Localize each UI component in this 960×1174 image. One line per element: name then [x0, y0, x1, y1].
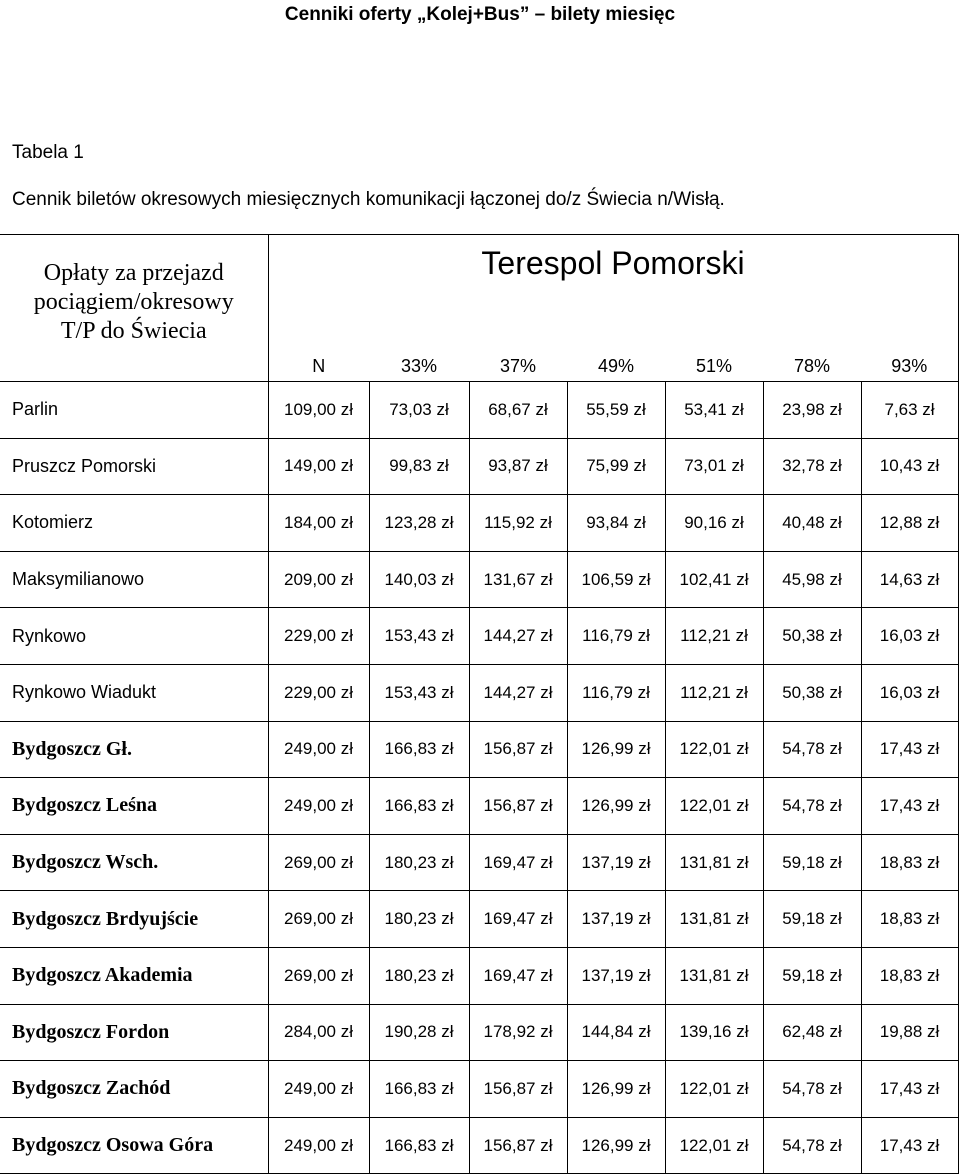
- station-name: Rynkowo: [0, 608, 268, 665]
- price-cell: 122,01 zł: [665, 1061, 763, 1118]
- table-row: [0, 947, 958, 1004]
- table-row: [0, 1061, 958, 1118]
- station-name: Bydgoszcz Zachód: [0, 1061, 268, 1118]
- price-cell: 32,78 zł: [763, 438, 861, 495]
- price-cell: 166,83 zł: [369, 778, 469, 835]
- table-row: [0, 664, 958, 721]
- station-name: Bydgoszcz Akademia: [0, 947, 268, 1004]
- table-row: [0, 1117, 958, 1174]
- price-cell: 116,79 zł: [567, 664, 665, 721]
- price-cell: 169,47 zł: [469, 891, 567, 948]
- price-cell: 54,78 zł: [763, 778, 861, 835]
- price-cell: 122,01 zł: [665, 1117, 763, 1174]
- price-cell: 109,00 zł: [268, 382, 369, 439]
- price-cell: 166,83 zł: [369, 1061, 469, 1118]
- price-cell: 126,99 zł: [567, 721, 665, 778]
- price-cell: 106,59 zł: [567, 551, 665, 608]
- price-cell: 169,47 zł: [469, 834, 567, 891]
- table-label: Tabela 1: [12, 142, 84, 163]
- table-body: [0, 382, 958, 1174]
- station-name: Pruszcz Pomorski: [0, 438, 268, 495]
- price-cell: 112,21 zł: [665, 608, 763, 665]
- price-cell: 50,38 zł: [763, 664, 861, 721]
- price-cell: 137,19 zł: [567, 947, 665, 1004]
- table-row: [0, 721, 958, 778]
- price-cell: 53,41 zł: [665, 382, 763, 439]
- price-cell: 123,28 zł: [369, 495, 469, 552]
- price-cell: 122,01 zł: [665, 778, 763, 835]
- price-cell: 178,92 zł: [469, 1004, 567, 1061]
- price-cell: 229,00 zł: [268, 664, 369, 721]
- price-cell: 144,84 zł: [567, 1004, 665, 1061]
- price-cell: 40,48 zł: [763, 495, 861, 552]
- price-cell: 144,27 zł: [469, 608, 567, 665]
- price-cell: 156,87 zł: [469, 1061, 567, 1118]
- price-cell: 99,83 zł: [369, 438, 469, 495]
- price-cell: 269,00 zł: [268, 834, 369, 891]
- price-cell: 75,99 zł: [567, 438, 665, 495]
- table-row: [0, 1004, 958, 1061]
- price-cell: 93,84 zł: [567, 495, 665, 552]
- table-row: [0, 834, 958, 891]
- table-row: [0, 551, 958, 608]
- price-cell: 126,99 zł: [567, 1117, 665, 1174]
- price-cell: 140,03 zł: [369, 551, 469, 608]
- price-cell: 16,03 zł: [861, 664, 958, 721]
- price-cell: 54,78 zł: [763, 1061, 861, 1118]
- table-caption: Cennik biletów okresowych miesięcznych komunikacji łączonej do/z Świecia n/Wisłą.: [12, 189, 725, 210]
- table-row: [0, 891, 958, 948]
- station-name: Parlin: [0, 382, 268, 439]
- price-cell: 17,43 zł: [861, 1117, 958, 1174]
- column-header: 78%: [763, 291, 861, 382]
- price-cell: 180,23 zł: [369, 834, 469, 891]
- price-cell: 59,18 zł: [763, 834, 861, 891]
- price-cell: 131,81 zł: [665, 834, 763, 891]
- price-cell: 59,18 zł: [763, 891, 861, 948]
- price-cell: 169,47 zł: [469, 947, 567, 1004]
- price-cell: 73,01 zł: [665, 438, 763, 495]
- table-corner-header: [0, 235, 268, 382]
- table-row: [0, 608, 958, 665]
- price-cell: 269,00 zł: [268, 947, 369, 1004]
- price-cell: 122,01 zł: [665, 721, 763, 778]
- price-cell: 59,18 zł: [763, 947, 861, 1004]
- price-cell: 131,81 zł: [665, 891, 763, 948]
- price-table: [0, 234, 959, 1174]
- price-cell: 284,00 zł: [268, 1004, 369, 1061]
- price-cell: 126,99 zł: [567, 778, 665, 835]
- price-cell: 116,79 zł: [567, 608, 665, 665]
- price-cell: 16,03 zł: [861, 608, 958, 665]
- column-header: N: [268, 291, 369, 382]
- column-header: 33%: [369, 291, 469, 382]
- table-row: [0, 495, 958, 552]
- price-cell: 54,78 zł: [763, 1117, 861, 1174]
- price-cell: 269,00 zł: [268, 891, 369, 948]
- document-header: Cenniki oferty „Kolej+Bus” – bilety miesięc: [284, 4, 676, 25]
- price-cell: 14,63 zł: [861, 551, 958, 608]
- price-cell: 137,19 zł: [567, 834, 665, 891]
- price-cell: 131,81 zł: [665, 947, 763, 1004]
- price-cell: 23,98 zł: [763, 382, 861, 439]
- price-cell: 115,92 zł: [469, 495, 567, 552]
- price-cell: 12,88 zł: [861, 495, 958, 552]
- station-name: Bydgoszcz Wsch.: [0, 834, 268, 891]
- price-cell: 153,43 zł: [369, 664, 469, 721]
- price-cell: 144,27 zł: [469, 664, 567, 721]
- column-header: 49%: [567, 291, 665, 382]
- station-name: Bydgoszcz Fordon: [0, 1004, 268, 1061]
- table-row: [0, 382, 958, 439]
- price-cell: 93,87 zł: [469, 438, 567, 495]
- station-header: Terespol Pomorski: [268, 235, 958, 292]
- price-cell: 45,98 zł: [763, 551, 861, 608]
- price-cell: 149,00 zł: [268, 438, 369, 495]
- price-cell: 209,00 zł: [268, 551, 369, 608]
- price-cell: 156,87 zł: [469, 1117, 567, 1174]
- column-header: 37%: [469, 291, 567, 382]
- price-cell: 102,41 zł: [665, 551, 763, 608]
- price-cell: 184,00 zł: [268, 495, 369, 552]
- price-cell: 18,83 zł: [861, 834, 958, 891]
- price-cell: 50,38 zł: [763, 608, 861, 665]
- price-cell: 10,43 zł: [861, 438, 958, 495]
- table-row: [0, 778, 958, 835]
- price-cell: 156,87 zł: [469, 778, 567, 835]
- corner-line: pociągiem/okresowy: [33, 289, 234, 315]
- price-cell: 156,87 zł: [469, 721, 567, 778]
- price-cell: 180,23 zł: [369, 891, 469, 948]
- price-cell: 153,43 zł: [369, 608, 469, 665]
- station-name: Bydgoszcz Gł.: [0, 721, 268, 778]
- price-cell: 126,99 zł: [567, 1061, 665, 1118]
- corner-line: T/P do Świecia: [60, 318, 207, 344]
- price-cell: 166,83 zł: [369, 721, 469, 778]
- price-cell: 54,78 zł: [763, 721, 861, 778]
- price-cell: 7,63 zł: [861, 382, 958, 439]
- price-cell: 249,00 zł: [268, 1061, 369, 1118]
- table-row: [0, 438, 958, 495]
- price-cell: 180,23 zł: [369, 947, 469, 1004]
- station-name: Bydgoszcz Brdyujście: [0, 891, 268, 948]
- price-cell: 229,00 zł: [268, 608, 369, 665]
- price-cell: 18,83 zł: [861, 947, 958, 1004]
- price-cell: 131,67 zł: [469, 551, 567, 608]
- corner-line: Opłaty za przejazd: [43, 260, 224, 286]
- price-cell: 249,00 zł: [268, 1117, 369, 1174]
- price-cell: 18,83 zł: [861, 891, 958, 948]
- price-cell: 90,16 zł: [665, 495, 763, 552]
- price-cell: 137,19 zł: [567, 891, 665, 948]
- price-cell: 62,48 zł: [763, 1004, 861, 1061]
- station-name: Maksymilianowo: [0, 551, 268, 608]
- price-cell: 249,00 zł: [268, 721, 369, 778]
- price-cell: 17,43 zł: [861, 1061, 958, 1118]
- price-cell: 68,67 zł: [469, 382, 567, 439]
- price-cell: 73,03 zł: [369, 382, 469, 439]
- station-name: Bydgoszcz Osowa Góra: [0, 1117, 268, 1174]
- price-cell: 19,88 zł: [861, 1004, 958, 1061]
- price-cell: 139,16 zł: [665, 1004, 763, 1061]
- price-cell: 166,83 zł: [369, 1117, 469, 1174]
- price-cell: 112,21 zł: [665, 664, 763, 721]
- column-header: 93%: [861, 291, 958, 382]
- price-cell: 190,28 zł: [369, 1004, 469, 1061]
- station-name: Rynkowo Wiadukt: [0, 664, 268, 721]
- price-cell: 55,59 zł: [567, 382, 665, 439]
- station-name: Kotomierz: [0, 495, 268, 552]
- column-header: 51%: [665, 291, 763, 382]
- price-cell: 17,43 zł: [861, 778, 958, 835]
- price-cell: 17,43 zł: [861, 721, 958, 778]
- price-cell: 249,00 zł: [268, 778, 369, 835]
- station-name: Bydgoszcz Leśna: [0, 778, 268, 835]
